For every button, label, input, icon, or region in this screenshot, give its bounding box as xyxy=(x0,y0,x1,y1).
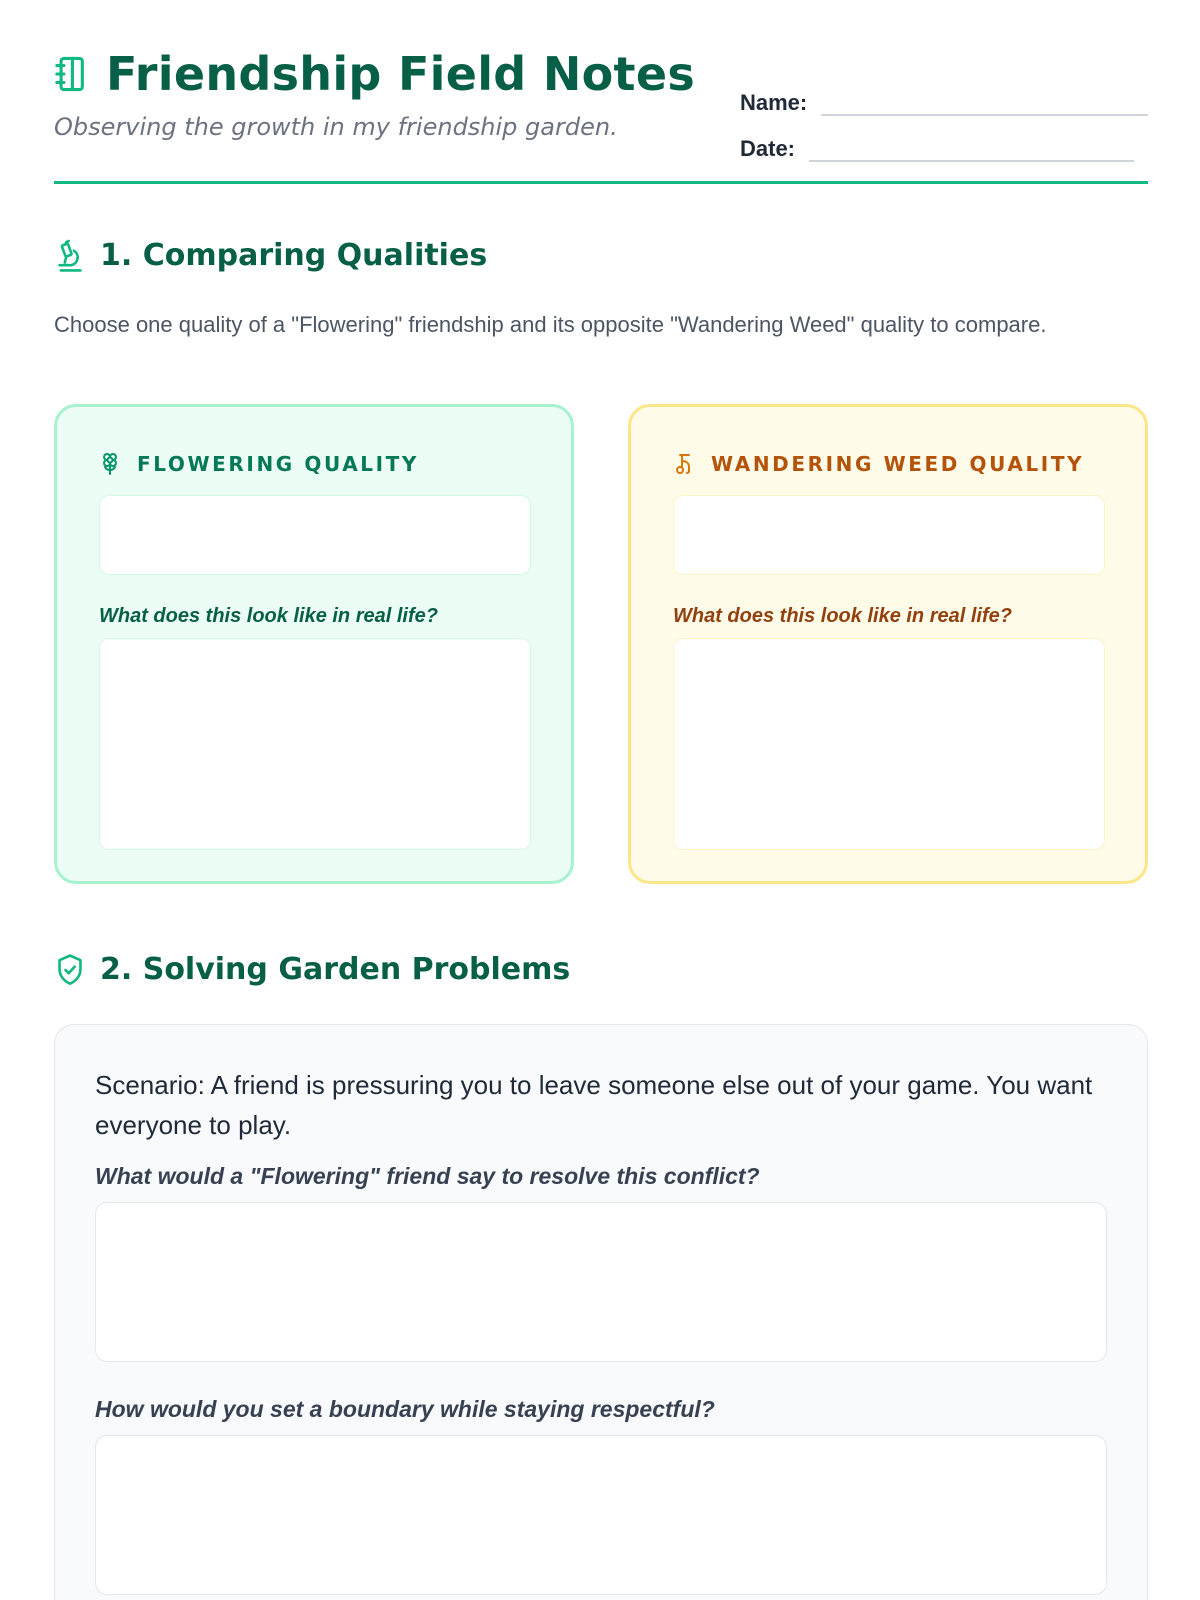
flowering-prompt: What does this look like in real life? xyxy=(99,605,438,627)
section-1-heading xyxy=(54,238,487,273)
vine-icon xyxy=(673,452,695,476)
date-label: Date: xyxy=(740,136,796,161)
flower-icon xyxy=(99,452,121,476)
question-2-prompt: How would you set a boundary while staying respectful? xyxy=(95,1396,715,1422)
flowering-example-input[interactable] xyxy=(99,638,531,850)
weed-card-title: WANDERING WEED QUALITY xyxy=(711,452,1085,476)
weed-example-input[interactable] xyxy=(673,638,1105,850)
name-field-row xyxy=(740,70,1148,116)
weed-prompt: What does this look like in real life? xyxy=(673,605,1012,627)
section-2-heading xyxy=(54,952,570,987)
notebook-icon xyxy=(54,54,88,94)
microscope-icon xyxy=(54,239,86,273)
section-1-title: 1. Comparing Qualities xyxy=(100,238,488,273)
scenario-panel xyxy=(54,1024,1148,1600)
student-info xyxy=(740,70,1148,162)
name-field[interactable] xyxy=(821,88,1148,116)
weed-quality-card xyxy=(628,404,1148,884)
question-2-answer[interactable] xyxy=(95,1435,1107,1595)
flowering-quality-card xyxy=(54,404,574,884)
page-subtitle: Observing the growth in my friendship garden. xyxy=(54,112,618,141)
page-title: Friendship Field Notes xyxy=(106,47,696,101)
flowering-card-header xyxy=(99,445,529,483)
page-header xyxy=(54,48,1148,184)
question-1-answer[interactable] xyxy=(95,1202,1107,1362)
weed-card-header xyxy=(673,445,1103,483)
shield-check-icon xyxy=(54,953,86,987)
scenario-text: Scenario: A friend is pressuring you to leave someone else out of your game. You want everyone to play. xyxy=(95,1070,1093,1140)
name-label: Name: xyxy=(740,90,808,115)
section-1-intro: Choose one quality of a "Flowering" friendship and its opposite "Wandering Weed" quality to compare. xyxy=(54,312,1047,337)
section-2-title: 2. Solving Garden Problems xyxy=(100,952,571,987)
question-1-prompt: What would a "Flowering" friend say to resolve this conflict? xyxy=(95,1163,760,1189)
weed-quality-input[interactable] xyxy=(673,495,1105,575)
flowering-quality-input[interactable] xyxy=(99,495,531,575)
flowering-card-title: FLOWERING QUALITY xyxy=(137,452,419,476)
date-field-row xyxy=(740,116,1148,162)
date-field[interactable] xyxy=(809,134,1134,162)
